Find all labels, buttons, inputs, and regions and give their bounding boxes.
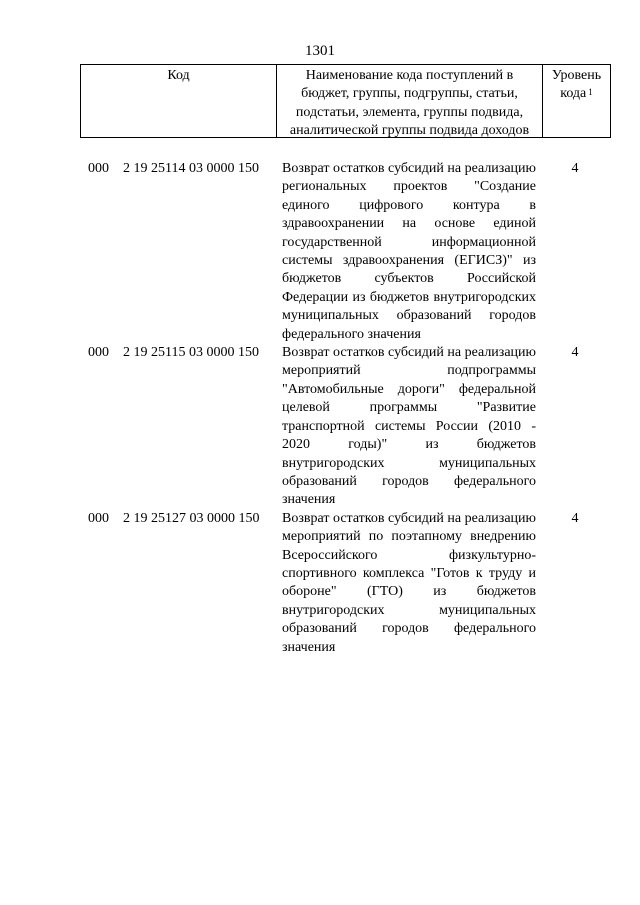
table-row <box>0 344 640 510</box>
header-level-footnote: 1 <box>588 87 593 98</box>
table-header <box>80 64 611 138</box>
row-name: Возврат остатков субсидий на реализацию мероприятий подпрограммы "Автомобильные дороги" федеральной целевой программы "Развитие транспортной системы России (2010 - 2020 годы)" из бюджетов внутригородских муниципальных образований городов федерального значения <box>282 345 536 508</box>
row-admin-code: 000 <box>88 161 109 176</box>
row-revenue-code: 2 19 25115 03 0000 150 <box>123 345 259 361</box>
header-level-label: Уровень кода <box>551 68 602 102</box>
row-level: 4 <box>571 161 579 176</box>
table-row <box>0 510 640 657</box>
row-revenue-code: 2 19 25127 03 0000 150 <box>123 510 260 526</box>
row-name: Возврат остатков субсидий на реализацию мероприятий по поэтапному внедрению Всероссийского физкультурно-спортивного комплекса "Готов к труду и обороне" (ГТО) из бюджетов внутригородских муниципальных образований городов федерального значения <box>282 510 536 655</box>
header-name-cell <box>277 65 543 137</box>
table-body <box>0 160 640 657</box>
header-level-cell <box>543 65 610 137</box>
row-admin-code: 000 <box>88 510 109 526</box>
header-code-cell <box>81 65 277 137</box>
row-revenue-code: 2 19 25114 03 0000 150 <box>123 161 259 176</box>
row-level: 4 <box>571 345 579 361</box>
header-name-label: Наименование кода поступлений в бюджет, группы, подгруппы, статьи, подстатьи, элемента, группы подвида, аналитической группы подвида доходов <box>289 68 530 139</box>
page-number: 1301 <box>305 43 335 59</box>
row-admin-code: 000 <box>88 345 109 361</box>
row-name: Возврат остатков субсидий на реализацию региональных проектов "Создание единого цифрового контура в здравоохранении на основе единой государственной информационной системы здравоохранения (ЕГИСЗ)" из бюджетов субъектов Российской Федерации из бюджетов внутригородских муниципальных образований городов федерального значения <box>282 161 536 342</box>
row-level: 4 <box>571 510 579 526</box>
header-code-label: Код <box>167 68 190 83</box>
table-row <box>0 160 640 344</box>
